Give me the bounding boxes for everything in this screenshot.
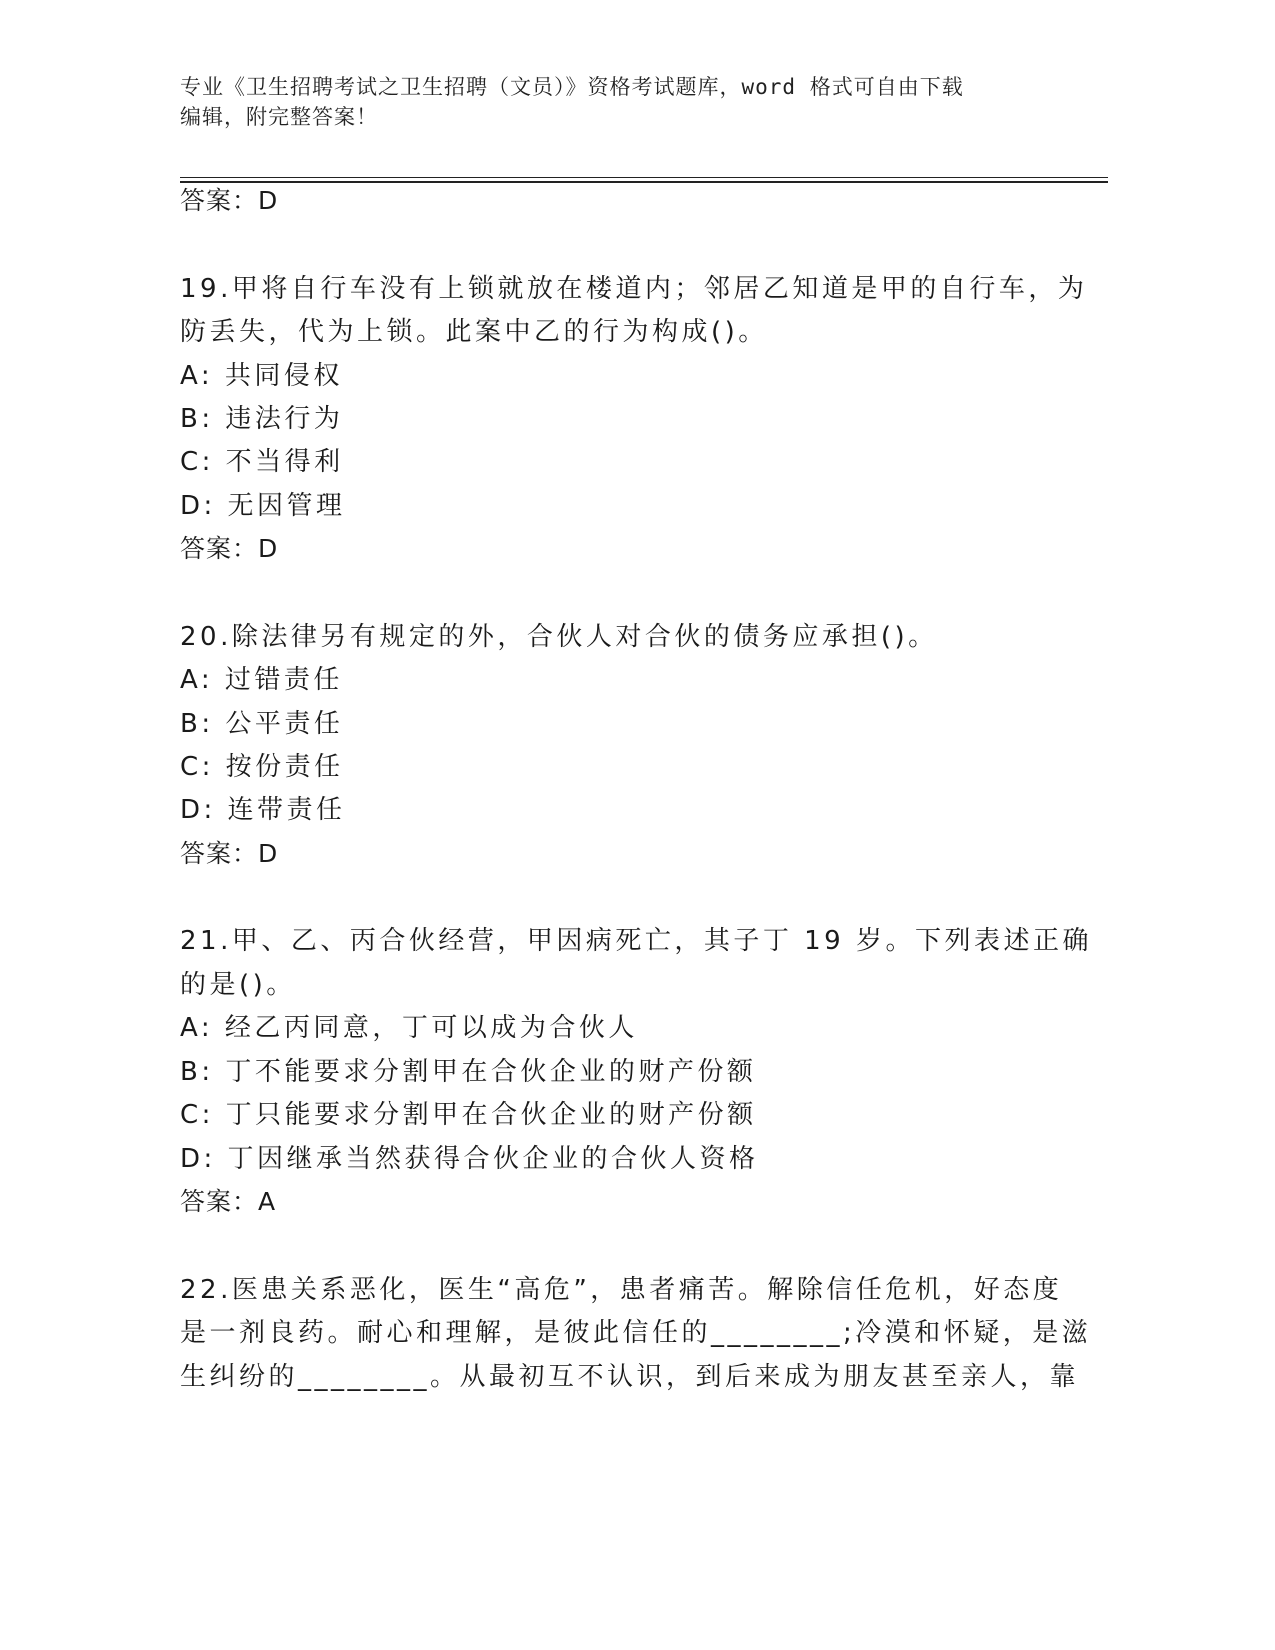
page-header xyxy=(180,72,1060,132)
question-21-answer: 答案：A xyxy=(180,1187,277,1216)
question-19-line-1: 19.甲将自行车没有上锁就放在楼道内；邻居乙知道是甲的自行车，为 xyxy=(180,274,1088,304)
question-21-option-d: D: 丁因继承当然获得合伙企业的合伙人资格 xyxy=(180,1144,759,1174)
question-19-option-d: D: 无因管理 xyxy=(180,491,346,521)
question-21-option-a: A: 经乙丙同意，丁可以成为合伙人 xyxy=(180,1013,638,1043)
question-21-line-2: 的是()。 xyxy=(180,970,296,1000)
question-20-answer: 答案：D xyxy=(180,839,279,868)
header-line-2: 编辑，附完整答案！ xyxy=(180,105,378,129)
previous-answer: 答案：D xyxy=(180,186,279,215)
question-19-option-c: C: 不当得利 xyxy=(180,447,344,477)
question-20-option-c: C: 按份责任 xyxy=(180,752,344,782)
header-divider-thick xyxy=(180,181,1108,183)
question-19-option-b: B: 违法行为 xyxy=(180,404,344,434)
question-22-line-3: 生纠纷的________。从最初互不认识，到后来成为朋友甚至亲人，靠 xyxy=(180,1362,1080,1392)
question-22-line-1: 22.医患关系恶化，医生“高危”，患者痛苦。解除信任危机，好态度 xyxy=(180,1275,1063,1305)
question-21-line-1: 21.甲、乙、丙合伙经营，甲因病死亡，其子丁 19 岁。下列表述正确 xyxy=(180,926,1092,956)
question-20-line-1: 20.除法律另有规定的外，合伙人对合伙的债务应承担()。 xyxy=(180,622,938,652)
question-22-line-2: 是一剂良药。耐心和理解，是彼此信任的________;冷漠和怀疑，是滋 xyxy=(180,1318,1092,1348)
question-20-option-d: D: 连带责任 xyxy=(180,795,346,825)
question-19-option-a: A: 共同侵权 xyxy=(180,361,343,391)
header-line-1: 专业《卫生招聘考试之卫生招聘（文员）》资格考试题库，word 格式可自由下载 xyxy=(180,75,964,99)
question-20-option-a: A: 过错责任 xyxy=(180,665,343,695)
question-21-option-c: C: 丁只能要求分割甲在合伙企业的财产份额 xyxy=(180,1100,757,1130)
question-20-option-b: B: 公平责任 xyxy=(180,709,344,739)
question-19-line-2: 防丢失，代为上锁。此案中乙的行为构成()。 xyxy=(180,317,768,347)
question-19-answer: 答案：D xyxy=(180,534,279,563)
header-divider-thin xyxy=(180,177,1108,178)
question-21-option-b: B: 丁不能要求分割甲在合伙企业的财产份额 xyxy=(180,1057,757,1087)
